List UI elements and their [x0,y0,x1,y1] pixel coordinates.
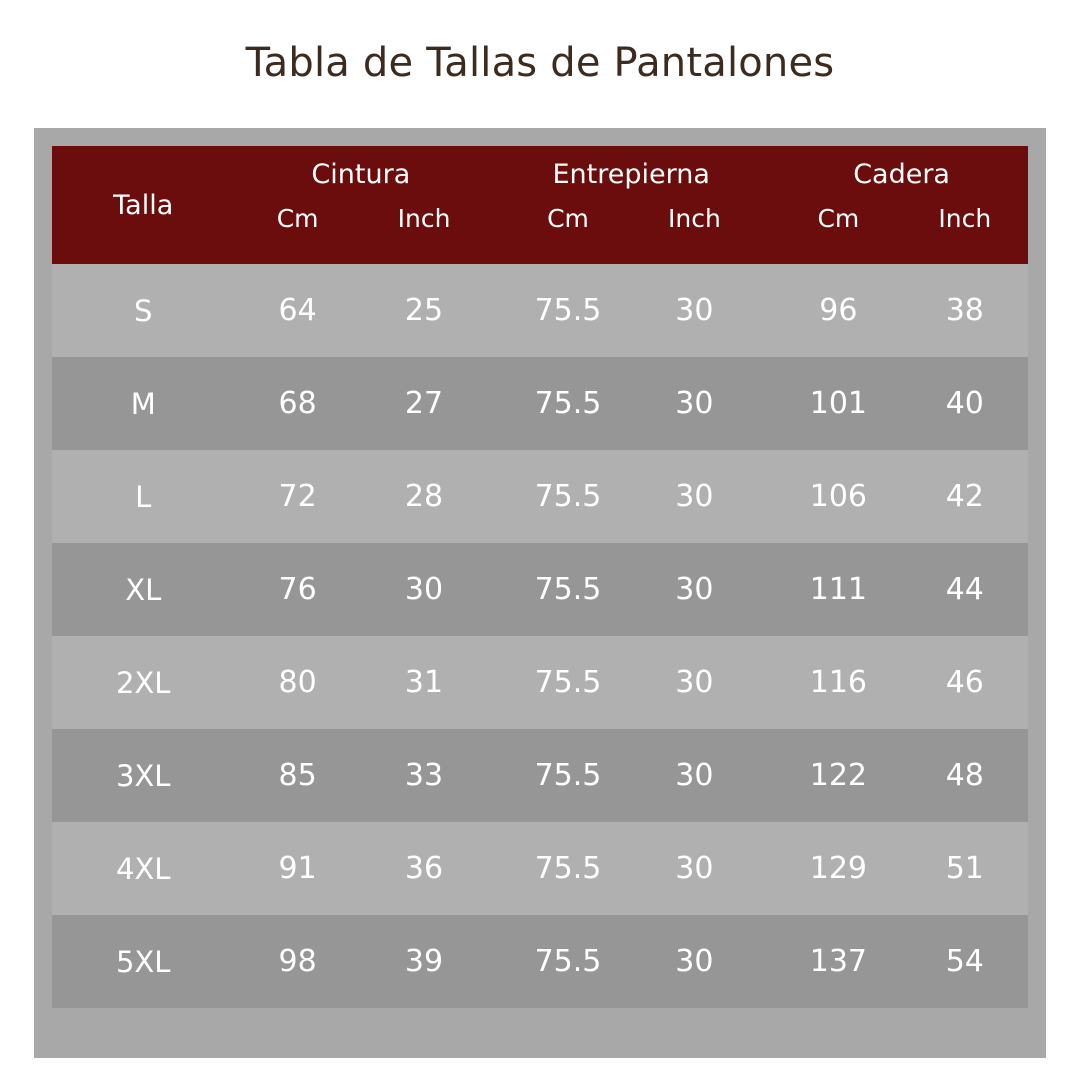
cell-cintura-inch: 25 [361,264,487,357]
cell-entrepierna-cm: 75.5 [505,357,631,450]
cell-gap-2 [758,636,776,729]
cell-size: XL [52,543,234,636]
header-entrepierna-inch: Inch [631,202,757,264]
cell-gap-2 [758,915,776,1008]
cell-gap-1 [487,729,505,822]
cell-entrepierna-cm: 75.5 [505,729,631,822]
header-group-entrepierna: Entrepierna [505,146,758,202]
cell-size: 3XL [52,729,234,822]
cell-cadera-cm: 122 [775,729,901,822]
cell-cintura-cm: 91 [234,822,360,915]
table-row [52,729,1028,822]
cell-gap-2 [758,450,776,543]
cell-cadera-cm: 101 [775,357,901,450]
cell-size: M [52,357,234,450]
cell-entrepierna-inch: 30 [631,543,757,636]
page-title: Tabla de Tallas de Pantalones [245,40,835,86]
table-body [52,264,1028,1008]
cell-cintura-inch: 28 [361,450,487,543]
cell-cintura-cm: 76 [234,543,360,636]
header-cadera-cm: Cm [775,202,901,264]
cell-gap-1 [487,543,505,636]
cell-entrepierna-cm: 75.5 [505,636,631,729]
cell-entrepierna-inch: 30 [631,264,757,357]
table-row [52,543,1028,636]
cell-cadera-inch: 48 [902,729,1028,822]
table-row [52,636,1028,729]
cell-gap-2 [758,729,776,822]
header-group-cintura: Cintura [234,146,487,202]
size-chart-panel [34,128,1046,1058]
header-cintura-cm: Cm [234,202,360,264]
cell-entrepierna-inch: 30 [631,450,757,543]
cell-entrepierna-cm: 75.5 [505,450,631,543]
cell-entrepierna-cm: 75.5 [505,822,631,915]
cell-size: 4XL [52,822,234,915]
header-spacer-2 [758,146,776,264]
table-row [52,357,1028,450]
cell-cintura-cm: 85 [234,729,360,822]
cell-cadera-cm: 137 [775,915,901,1008]
header-talla: Talla [52,146,234,264]
cell-gap-1 [487,264,505,357]
cell-cintura-cm: 98 [234,915,360,1008]
cell-cintura-inch: 36 [361,822,487,915]
cell-cintura-inch: 31 [361,636,487,729]
cell-cintura-inch: 30 [361,543,487,636]
cell-cadera-inch: 40 [902,357,1028,450]
cell-cadera-cm: 106 [775,450,901,543]
cell-cadera-cm: 116 [775,636,901,729]
header-cintura-inch: Inch [361,202,487,264]
cell-entrepierna-inch: 30 [631,729,757,822]
header-group-cadera: Cadera [775,146,1028,202]
table-header-group-row [52,146,1028,202]
cell-cadera-cm: 111 [775,543,901,636]
cell-gap-2 [758,264,776,357]
cell-cintura-cm: 72 [234,450,360,543]
cell-entrepierna-cm: 75.5 [505,264,631,357]
cell-entrepierna-inch: 30 [631,357,757,450]
cell-cadera-cm: 129 [775,822,901,915]
cell-size: S [52,264,234,357]
table-row [52,915,1028,1008]
cell-gap-1 [487,915,505,1008]
cell-cintura-cm: 64 [234,264,360,357]
cell-entrepierna-cm: 75.5 [505,543,631,636]
cell-cadera-inch: 44 [902,543,1028,636]
cell-gap-1 [487,636,505,729]
size-table [52,146,1028,1008]
cell-cadera-inch: 38 [902,264,1028,357]
header-cadera-inch: Inch [902,202,1028,264]
cell-gap-1 [487,822,505,915]
cell-gap-2 [758,822,776,915]
cell-cadera-inch: 46 [902,636,1028,729]
cell-cadera-cm: 96 [775,264,901,357]
table-row [52,450,1028,543]
cell-cadera-inch: 51 [902,822,1028,915]
cell-gap-2 [758,357,776,450]
cell-cintura-cm: 80 [234,636,360,729]
cell-entrepierna-inch: 30 [631,822,757,915]
header-entrepierna-cm: Cm [505,202,631,264]
cell-cintura-inch: 33 [361,729,487,822]
cell-cintura-cm: 68 [234,357,360,450]
cell-size: 5XL [52,915,234,1008]
header-spacer-1 [487,146,505,264]
cell-cadera-inch: 42 [902,450,1028,543]
cell-size: 2XL [52,636,234,729]
cell-gap-1 [487,450,505,543]
cell-size: L [52,450,234,543]
cell-cintura-inch: 39 [361,915,487,1008]
cell-entrepierna-inch: 30 [631,636,757,729]
cell-cintura-inch: 27 [361,357,487,450]
size-table-container [52,146,1028,1008]
cell-gap-2 [758,543,776,636]
cell-gap-1 [487,357,505,450]
table-row [52,264,1028,357]
cell-entrepierna-inch: 30 [631,915,757,1008]
cell-cadera-inch: 54 [902,915,1028,1008]
table-row [52,822,1028,915]
cell-entrepierna-cm: 75.5 [505,915,631,1008]
table-header [52,146,1028,264]
